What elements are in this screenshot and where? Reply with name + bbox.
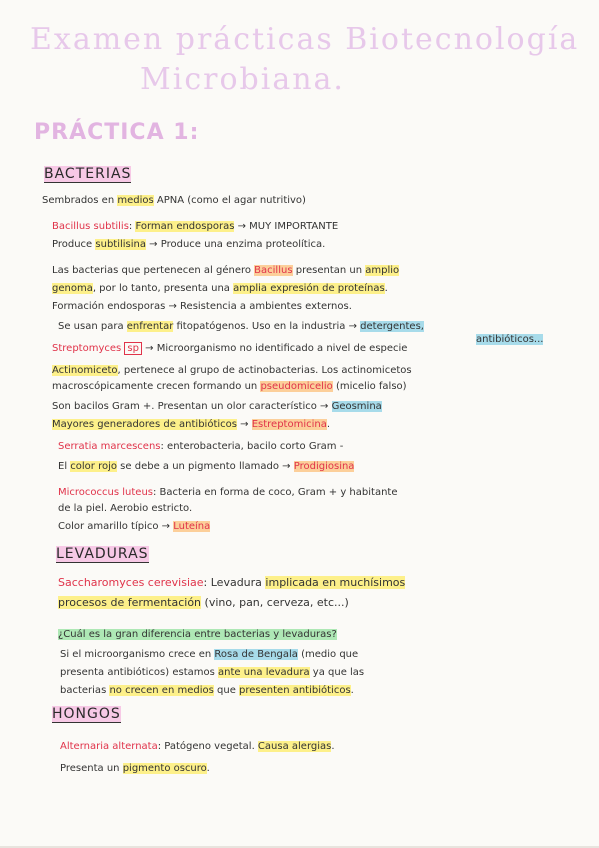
page-title-line2: Microbiana. [140,62,345,97]
bacillus-line-6: Se usan para enfrentar fitopatógenos. Uso en la industria → detergentes, [58,321,424,332]
bacillus-line-4: genoma, por lo tanto, presenta una amplia expresión de proteínas. [52,283,388,294]
levaduras-question: ¿Cuál es la gran diferencia entre bacterias y levaduras? [58,629,337,640]
levaduras-line-1: Saccharomyces cerevisiae: Levadura implicada en muchísimos [58,576,406,589]
hongos-line-1: Alternaria alternata: Patógeno vegetal. Causa alergias. [60,741,335,752]
page-title: Examen prácticas Biotecnología [30,22,580,57]
levaduras-line-6: bacterias no crecen en medios que presenten antibióticos. [60,685,354,696]
practica-heading: PRÁCTICA 1: [34,120,200,145]
streptomyces-line-4: Son bacilos Gram +. Presentan un olor característico → Geosmina [52,401,382,412]
section-hongos-heading: HONGOS [52,706,121,722]
serratia-line-2: El color rojo se debe a un pigmento llamado → Prodigiosina [58,461,355,472]
micrococcus-line-2: de la piel. Aerobio estricto. [58,503,193,514]
levaduras-line-5: presenta antibióticos) estamos ante una levadura ya que las [60,667,365,678]
section-bacterias-heading: BACTERIAS [44,166,132,182]
bacillus-line-5: Formación endosporas → Resistencia a ambientes externos. [52,301,352,312]
micrococcus-line-1: Micrococcus luteus: Bacteria en forma de coco, Gram + y habitante [58,487,398,498]
streptomyces-line-3: macroscópicamente crecen formando un pseudomicelio (micelio falso) [52,381,407,392]
hongos-line-2: Presenta un pigmento oscuro. [60,763,210,774]
streptomyces-line-5: Mayores generadores de antibióticos → Estreptomicina. [52,419,331,430]
streptomyces-line-1: Streptomyces sp → Microorganismo no identificado a nivel de especie [52,343,408,354]
section-levaduras-heading: LEVADURAS [56,546,149,562]
bacillus-line-1: Bacillus subtilis: Forman endosporas → MUY IMPORTANTE [52,221,339,232]
bacillus-line-6b: antibióticos... [476,334,544,345]
levaduras-line-2: procesos de fermentación (vino, pan, cerveza, etc...) [58,596,349,609]
bacterias-intro: Sembrados en medios APNA (como el agar nutritivo) [42,195,306,206]
micrococcus-line-3: Color amarillo típico → Luteína [58,521,211,532]
streptomyces-line-2: Actinomiceto, pertenece al grupo de actinobacterias. Los actinomicetos [52,365,412,376]
bacillus-line-2: Produce subtilisina → Produce una enzima proteolítica. [52,239,326,250]
levaduras-line-4: Si el microorganismo crece en Rosa de Bengala (medio que [60,649,359,660]
serratia-line-1: Serratia marcescens: enterobacteria, bacilo corto Gram - [58,441,344,452]
bacillus-line-3: Las bacterias que pertenecen al género Bacillus presentan un amplio [52,265,400,276]
